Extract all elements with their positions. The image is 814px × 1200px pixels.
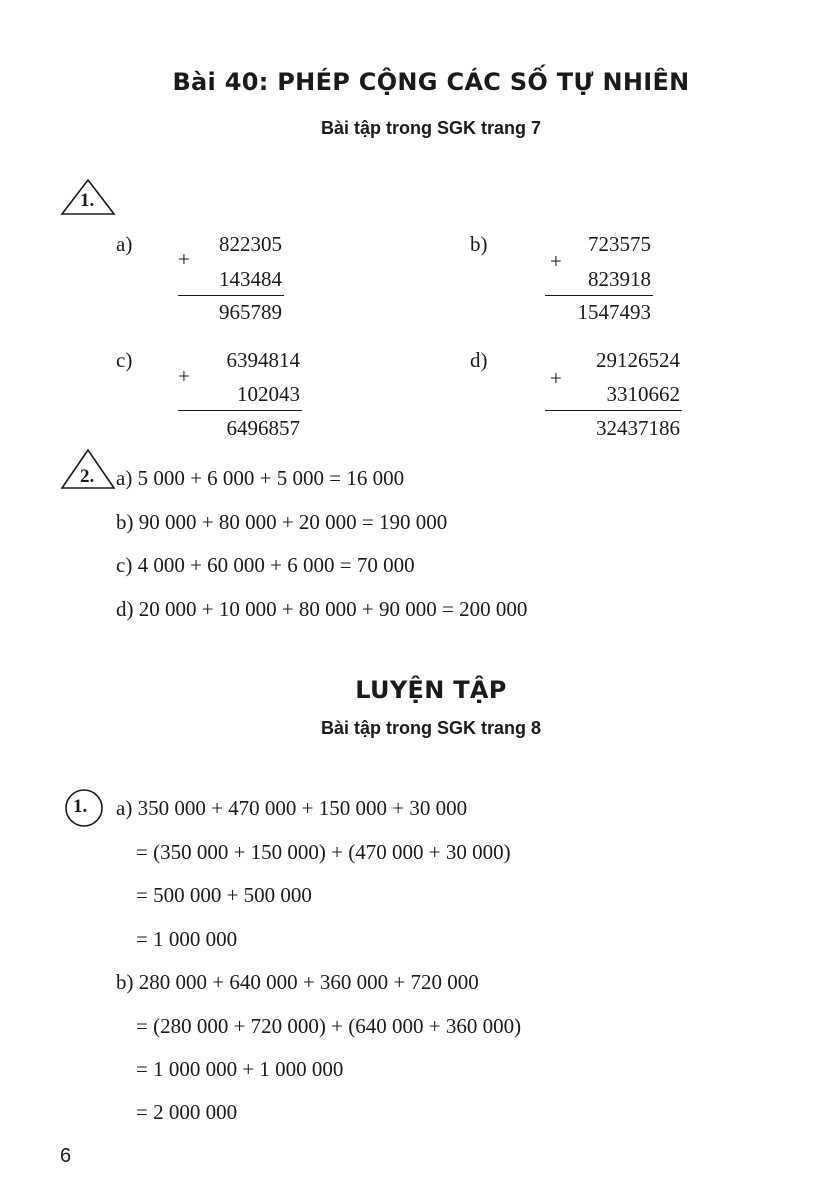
pex1-line-b-result: = 2 000 000 — [136, 1100, 238, 1124]
ex2-line-b: b) 90 000 + 80 000 + 20 000 = 190 000 — [116, 510, 448, 534]
ex1-b-plus: + — [550, 249, 562, 273]
ex1-a-sum: 965789 — [219, 300, 282, 324]
exercise-2-number: 2. — [80, 466, 95, 487]
pex1-line-a-step2: = 500 000 + 500 000 — [136, 883, 312, 907]
pex1-line-a: a) 350 000 + 470 000 + 150 000 + 30 000 — [116, 796, 468, 820]
ex1-d-sum: 32437186 — [596, 416, 680, 440]
lesson-title: Bài 40: PHÉP CỘNG CÁC SỐ TỰ NHIÊN — [172, 68, 690, 96]
ex2-line-d: d) 20 000 + 10 000 + 80 000 + 90 000 = 200 000 — [116, 597, 528, 621]
ex1-c-addend-1: 6394814 — [226, 348, 300, 372]
exercise-1-number: 1. — [80, 190, 95, 211]
pex1-line-b-step1: = (280 000 + 720 000) + (640 000 + 360 000) — [136, 1014, 522, 1038]
practice-title: LUYỆN TẬP — [355, 676, 507, 704]
pex1-line-a-result: = 1 000 000 — [136, 927, 238, 951]
exercise-2-badge — [60, 448, 116, 490]
ex1-a-addend-1: 822305 — [219, 232, 282, 256]
practice-subtitle: Bài tập trong SGK trang 8 — [320, 718, 542, 738]
ex2-line-c: c) 4 000 + 60 000 + 6 000 = 70 000 — [116, 553, 415, 577]
ex1-a-plus: + — [178, 247, 190, 271]
lesson-subtitle: Bài tập trong SGK trang 7 — [320, 118, 542, 138]
ex1-d-addend-1: 29126524 — [596, 348, 680, 372]
practice-1-number: 1. — [73, 796, 88, 817]
ex1-a-label: a) — [116, 232, 133, 256]
practice-1-badge — [64, 788, 104, 828]
pex1-line-b: b) 280 000 + 640 000 + 360 000 + 720 000 — [116, 970, 479, 994]
ex1-c-sum-rule — [178, 410, 302, 411]
ex1-c-label: c) — [116, 348, 133, 372]
exercise-1-badge — [60, 178, 116, 216]
ex1-b-sum: 1547493 — [577, 300, 651, 324]
ex1-d-plus: + — [550, 366, 562, 390]
ex1-b-label: b) — [470, 232, 488, 256]
pex1-line-a-step1: = (350 000 + 150 000) + (470 000 + 30 000) — [136, 840, 511, 864]
ex1-b-addend-2: 823918 — [588, 267, 651, 291]
ex1-a-addend-2: 143484 — [219, 267, 282, 291]
pex1-line-b-step2: = 1 000 000 + 1 000 000 — [136, 1057, 344, 1081]
ex1-a-sum-rule — [178, 295, 284, 296]
ex1-c-plus: + — [178, 364, 190, 388]
ex1-d-addend-2: 3310662 — [606, 382, 680, 406]
ex1-b-sum-rule — [545, 295, 653, 296]
page-number: 6 — [60, 1145, 72, 1167]
ex1-d-sum-rule — [545, 410, 682, 411]
ex2-line-a: a) 5 000 + 6 000 + 5 000 = 16 000 — [116, 466, 405, 490]
ex1-c-addend-2: 102043 — [237, 382, 300, 406]
ex1-c-sum: 6496857 — [226, 416, 300, 440]
ex1-d-label: d) — [470, 348, 488, 372]
ex1-b-addend-1: 723575 — [588, 232, 651, 256]
